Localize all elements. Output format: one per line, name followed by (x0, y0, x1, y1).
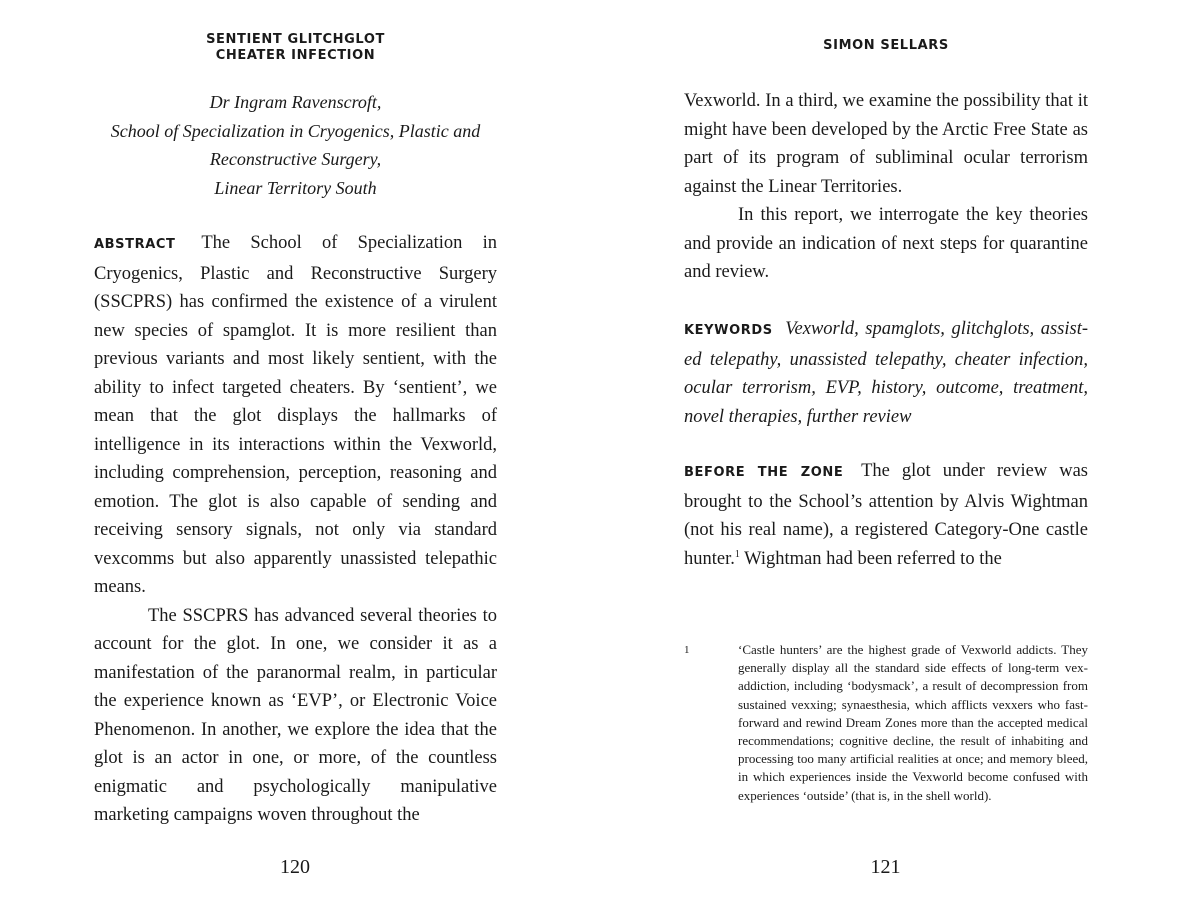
theories-paragraph: The SSCPRS has advanced several theories to account for the glot. In one, we consider it as a manifestation of the paranormal realm, in particular the experience known as ‘EVP’, or Electronic Voice Phenomenon. In another, we explore the idea that the glot is an actor in one, or more, of the countless enigmatic and psychologically manipulative marketing campaigns woven throughout the (94, 605, 497, 825)
byline-line: Linear Territory South (214, 177, 377, 198)
continuation-paragraph: Vexworld. In a third, we examine the possibility that it might have been developed by the Arctic Free State as part of its program of subliminal ocular terrorism against the Linear Territories. (684, 91, 1088, 197)
page-number-left: 120 (280, 856, 310, 878)
before-zone-paragraph (684, 457, 1088, 573)
author-byline (94, 88, 497, 202)
before-zone-text-continued: Wightman had been referred to the (739, 548, 1002, 569)
footnote-text: ‘Castle hunters’ are the highest grade of Vexworld addicts. They generally display all the standard side effects of long-term vex-addiction, including ‘bodysmack’, a result of decompression from sustained vexxing; synaesthesia, which afflicts vexxers who fast-forward and rewind Dream Zones more than the accepted medical recommendations; cognitive decline, the result of inhabiting and processing too many artificial realities at once; and memory bleed, in which experiences inside the Vexworld become confused with experiences ‘outside’ (that is, in the shell world). (738, 642, 1088, 803)
keywords-list: Vexworld, spamglots, glitchglots, assisted telepathy, unassisted telepathy, cheater infection, ocular terrorism, EVP, history, outcome, treatment, novel therapies, further review (684, 319, 1088, 427)
abstract-text: The School of Specialization in Cryogenics, Plastic and Reconstructive Surgery (SSCPRS) has confirmed the existence of a virulent new species of spamglot. It is more resilient than previous variants and most likely sentient, with the ability to infect targeted cheaters. By ‘sentient’, we mean that the glot displays the hallmarks of intelligence in its interactions within the Vexworld, including comprehension, perception, reasoning and emotion. The glot is also capable of sending and receiving sensory signals, not only via standard vexcomms but also apparently unassisted telepathic means. (94, 233, 497, 597)
running-head-line-2: CHEATER INFECTION (215, 48, 376, 63)
before-zone-heading: BEFORE THE ZONE (684, 465, 844, 480)
right-body-top (684, 87, 1088, 287)
page-number-right: 121 (870, 856, 901, 878)
keywords-block (684, 315, 1088, 431)
byline-line: School of Specialization in Cryogenics, Plastic and (110, 120, 481, 141)
left-page (0, 0, 590, 912)
keywords-heading: KEYWORDS (684, 323, 773, 338)
report-paragraph: In this report, we interrogate the key theories and provide an indication of next steps for quarantine and review. (684, 205, 1088, 282)
before-zone-block (684, 457, 1088, 573)
footnote-number: 1 (684, 644, 690, 656)
running-head-line-1: SENTIENT GLITCHGLOT (206, 32, 385, 47)
byline-line: Dr Ingram Ravenscroft, (209, 92, 382, 112)
footnote-reference[interactable]: 1 (734, 548, 740, 560)
keywords-paragraph (684, 315, 1088, 431)
left-body (94, 229, 497, 830)
footnote (684, 641, 1088, 805)
byline-line: Reconstructive Surgery, (209, 149, 382, 169)
running-head-title (94, 32, 497, 64)
right-page (590, 0, 1181, 912)
abstract-paragraph (94, 229, 497, 602)
running-head-author: SIMON SELLARS (823, 38, 949, 53)
before-zone-text: The glot under review was brought to the School’s attention by Alvis Wightman (not his real name), a registered Category-One castle hunter. (684, 461, 1088, 569)
abstract-heading: ABSTRACT (94, 237, 176, 252)
